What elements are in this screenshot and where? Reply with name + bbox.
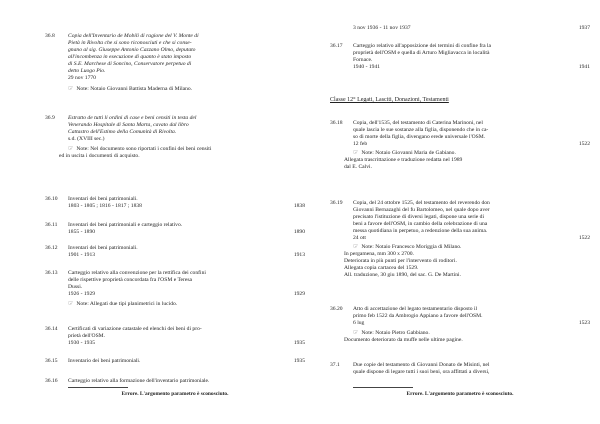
page-footer: Errore. L'argomento parametro è sconosciuto. xyxy=(121,391,229,397)
hand-pointer-icon: ☞ xyxy=(353,150,359,156)
entry-note-cont: dal E. Calvi. xyxy=(344,164,372,170)
entry-row xyxy=(68,358,305,365)
entry-36-8 xyxy=(45,33,305,93)
entry-note: ☞ Note: Allegati due tipi planimetrici in lucido. xyxy=(68,301,178,307)
entry-description xyxy=(353,306,590,320)
entry-note-cont: All. traduzione, 30 giu 1890, del sac. G. De Martini. xyxy=(344,272,461,278)
entry-date-row xyxy=(353,320,590,327)
entry-date-row xyxy=(353,25,590,32)
entry-number: 36.18 xyxy=(330,120,343,126)
desc-line: Carteggio relativo all'apposizione dei termini di confine fra la xyxy=(353,43,492,49)
entry-36-16 xyxy=(45,378,305,385)
entry-year: 1937 xyxy=(578,25,590,31)
desc-line: Copia, del 24 ottobre 1525, del testamento del reverendo don xyxy=(353,200,490,206)
entry-date: 1901 - 1913 xyxy=(68,252,96,258)
desc-line: quale dispone di legare tutti i suoi beni, ora affittati a diversi, xyxy=(353,369,490,375)
footer-rule xyxy=(353,387,413,388)
entry-year: 1929 xyxy=(293,291,305,297)
entry-note-cont: ed in uscita i documenti di acquisto. xyxy=(59,153,140,159)
entry-year: 1913 xyxy=(293,252,305,258)
entry-36-11 xyxy=(45,222,305,236)
desc-line: Giovanni Bernazaghi del fu Bartolomeo, nel quale dopo aver xyxy=(353,207,490,213)
entry-number: 36.14 xyxy=(45,326,58,332)
desc-line: gnano al sig. Giuseppe Antonio Cazzano Olmo, deputato xyxy=(68,47,196,53)
desc-line: delle rispettive proprietà concordata fra l'OSM e Teresa xyxy=(68,277,192,283)
entry-37-1 xyxy=(330,362,590,376)
entry-number: 36.19 xyxy=(330,200,343,206)
desc-line: precisato l'istituzione di diversi legati, dispone una serie di xyxy=(353,214,485,220)
entry-year: 1935 xyxy=(293,358,305,364)
entry-description: Inventari dei beni patrimoniali. xyxy=(68,196,138,202)
entry-date-row xyxy=(68,203,305,210)
desc-line: Cattastro dell'Estimo della Comunità di Rivolta. xyxy=(68,129,177,135)
entry-year: 1838 xyxy=(293,203,305,209)
entry-date-row xyxy=(353,235,590,242)
entry-number: 36.9 xyxy=(45,115,55,121)
entry-date-row xyxy=(68,252,305,259)
desc-line: Certificati di variazione catastale ed elenchi dei beni di pro- xyxy=(68,326,202,332)
entry-description: Inventari dei beni patrimoniali e carteggio relativo. xyxy=(68,222,183,228)
entry-36-18 xyxy=(330,120,590,171)
entry-year: 1523 xyxy=(578,320,590,326)
entry-date: s.d. (XVIII sec.) xyxy=(68,136,105,142)
entry-description xyxy=(68,270,305,291)
entry-number: 36.11 xyxy=(45,222,58,228)
desc-line: Fornace. xyxy=(353,57,373,63)
entry-note: ☞ Note: Nel documento sono riportati i confini dei beni censiti xyxy=(68,146,212,152)
desc-line: all'incombenza in esecuzione di quanto è stato imposto xyxy=(68,54,192,60)
entry-36-17 xyxy=(330,43,590,71)
entry-date-row xyxy=(353,141,590,148)
entry-36-19 xyxy=(330,200,590,279)
entry-36-15 xyxy=(45,358,305,365)
entry-note: ☞ Note: Notaio Pietro Gabbiano. xyxy=(353,330,430,336)
entry-date: 1926 - 1929 xyxy=(68,291,96,297)
entry-note-cont: Allegata trascrittazione e traduzione redatta nel 1989 xyxy=(344,157,463,163)
entry-date: 12 feb xyxy=(353,141,368,147)
entry-number: 36.10 xyxy=(45,196,58,202)
footer-rule xyxy=(68,387,128,388)
desc-line: beni a favore dell'OSM, in cambio della celebrazione di una xyxy=(353,221,488,227)
entry-description xyxy=(353,362,590,376)
entry-36-9 xyxy=(45,115,305,160)
entry-continued xyxy=(330,25,590,32)
entry-number: 36.8 xyxy=(45,33,55,39)
desc-line: Pietà in Rivolta che si sono riconosciuti e che si conse- xyxy=(68,40,192,46)
desc-line: primo feb 1522 da Ambrogio Appiano a favore dell'OSM. xyxy=(353,313,483,319)
desc-line: Copia, dell'1535, del testamento di Caterina Marinoni, nel xyxy=(353,120,483,126)
entry-description xyxy=(353,120,590,141)
entry-description xyxy=(68,33,305,75)
entry-date: 29 nov 1770 xyxy=(68,75,96,81)
entry-description: Carteggio relativo alla formazione dell'inventario patrimoniale. xyxy=(68,378,210,384)
entry-36-10 xyxy=(45,196,305,210)
desc-line: Copia dell'Inventario de Mobili di ragione del V. Monte di xyxy=(68,33,199,39)
page-footer: Errore. L'argomento parametro è sconosciuto. xyxy=(406,391,514,397)
entry-year: 1522 xyxy=(578,235,590,241)
entry-note: ☞ Note: Notaio Francesco Moriggia di Milano. xyxy=(353,244,462,250)
desc-line: Due copie del testamento di Giovanni Donato de Misinti, nel xyxy=(353,362,490,368)
entry-description: Inventario dei beni patrimoniali. xyxy=(68,358,141,364)
entry-date: 1940 - 1941 xyxy=(353,64,381,70)
entry-36-20 xyxy=(330,306,590,344)
entry-description xyxy=(353,43,590,64)
desc-line: so di morte della figlia, divengano erede universale l'OSM. xyxy=(353,134,486,140)
entry-note-cont: Documento deteriorato da muffe nelle ultime pagine. xyxy=(344,337,463,343)
desc-line: proprietà dell'OSM e quella di Arturo Migliavacca in località xyxy=(353,50,490,56)
entry-date-row xyxy=(353,64,590,71)
section-heading: Classe 12° Legati, Lasciti, Donazioni, Testamenti xyxy=(330,97,449,103)
entry-year: 1890 xyxy=(293,229,305,235)
desc-line: detto Luogo Pio. xyxy=(68,68,106,74)
entry-date-row xyxy=(68,291,305,298)
entry-36-12 xyxy=(45,245,305,259)
entry-year: 1522 xyxy=(578,141,590,147)
entry-number: 37.1 xyxy=(330,362,340,368)
entry-number: 36.15 xyxy=(45,358,58,364)
entry-note-cont: In pergamena, mm 300 x 2700. xyxy=(344,251,414,257)
entry-date: 1803 - 1805 ; 1816 - 1817 ; 1838 xyxy=(68,203,142,209)
entry-36-13 xyxy=(45,270,305,308)
entry-note: ☞ Note: Notaio Giovanni Battista Maderna di Milano. xyxy=(68,86,193,92)
hand-pointer-icon: ☞ xyxy=(353,244,359,250)
desc-line: Venerando Hospitale di Santa Marta, cavato dal libro xyxy=(68,122,189,128)
desc-line: Atto di accettazione del legato testamentario disposto il xyxy=(353,306,478,312)
desc-line: di S.E. Marchese di Soncino, Conservatore perpetuo di xyxy=(68,61,192,67)
entry-date: 1930 - 1935 xyxy=(68,340,96,346)
entry-date: 3 nov 1936 - 11 nov 1937 xyxy=(353,25,411,31)
entry-36-14 xyxy=(45,326,305,347)
entry-number: 36.20 xyxy=(330,306,343,312)
entry-description xyxy=(68,326,305,340)
hand-pointer-icon: ☞ xyxy=(68,86,74,92)
desc-line: Estratto de tutti li ordini di case e beni censiti in testa del xyxy=(68,115,197,121)
entry-note-cont: Deteriorata in più punti per l'intervento di roditori. xyxy=(344,258,457,264)
entry-description: Inventari dei beni patrimoniali. xyxy=(68,245,138,251)
entry-note-cont: Allegata copia cartacea del 1529. xyxy=(344,265,419,271)
entry-number: 36.13 xyxy=(45,270,58,276)
entry-year: 1935 xyxy=(293,340,305,346)
desc-line: quale lascia le sue sostanze alla figlia, disponendo che in ca- xyxy=(353,127,489,133)
hand-pointer-icon: ☞ xyxy=(68,146,74,152)
entry-number: 36.12 xyxy=(45,245,58,251)
entry-date-row xyxy=(68,229,305,236)
desc-line: prietà dell'OSM. xyxy=(68,333,106,339)
desc-line: Dussi. xyxy=(68,284,83,290)
hand-pointer-icon: ☞ xyxy=(68,301,74,307)
entry-date: 1855 - 1890 xyxy=(68,229,96,235)
entry-number: 36.16 xyxy=(45,378,58,384)
entry-number: 36.17 xyxy=(330,43,343,49)
desc-line: Carteggio relativo alla convenzione per la rettifica dei confini xyxy=(68,270,206,276)
desc-line: messa quotidiana in perpetuo, a redenzione della sua anima. xyxy=(353,228,488,234)
entry-description xyxy=(353,200,590,235)
entry-date: 24 ott xyxy=(353,235,366,241)
entry-year: 1941 xyxy=(578,64,590,70)
entry-date-row xyxy=(68,340,305,347)
entry-date: 6 lug xyxy=(353,320,365,326)
entry-description xyxy=(68,115,305,136)
entry-note: ☞ Note: Notaio Giovanni Maria de Gabiano. xyxy=(353,150,456,156)
hand-pointer-icon: ☞ xyxy=(353,330,359,336)
